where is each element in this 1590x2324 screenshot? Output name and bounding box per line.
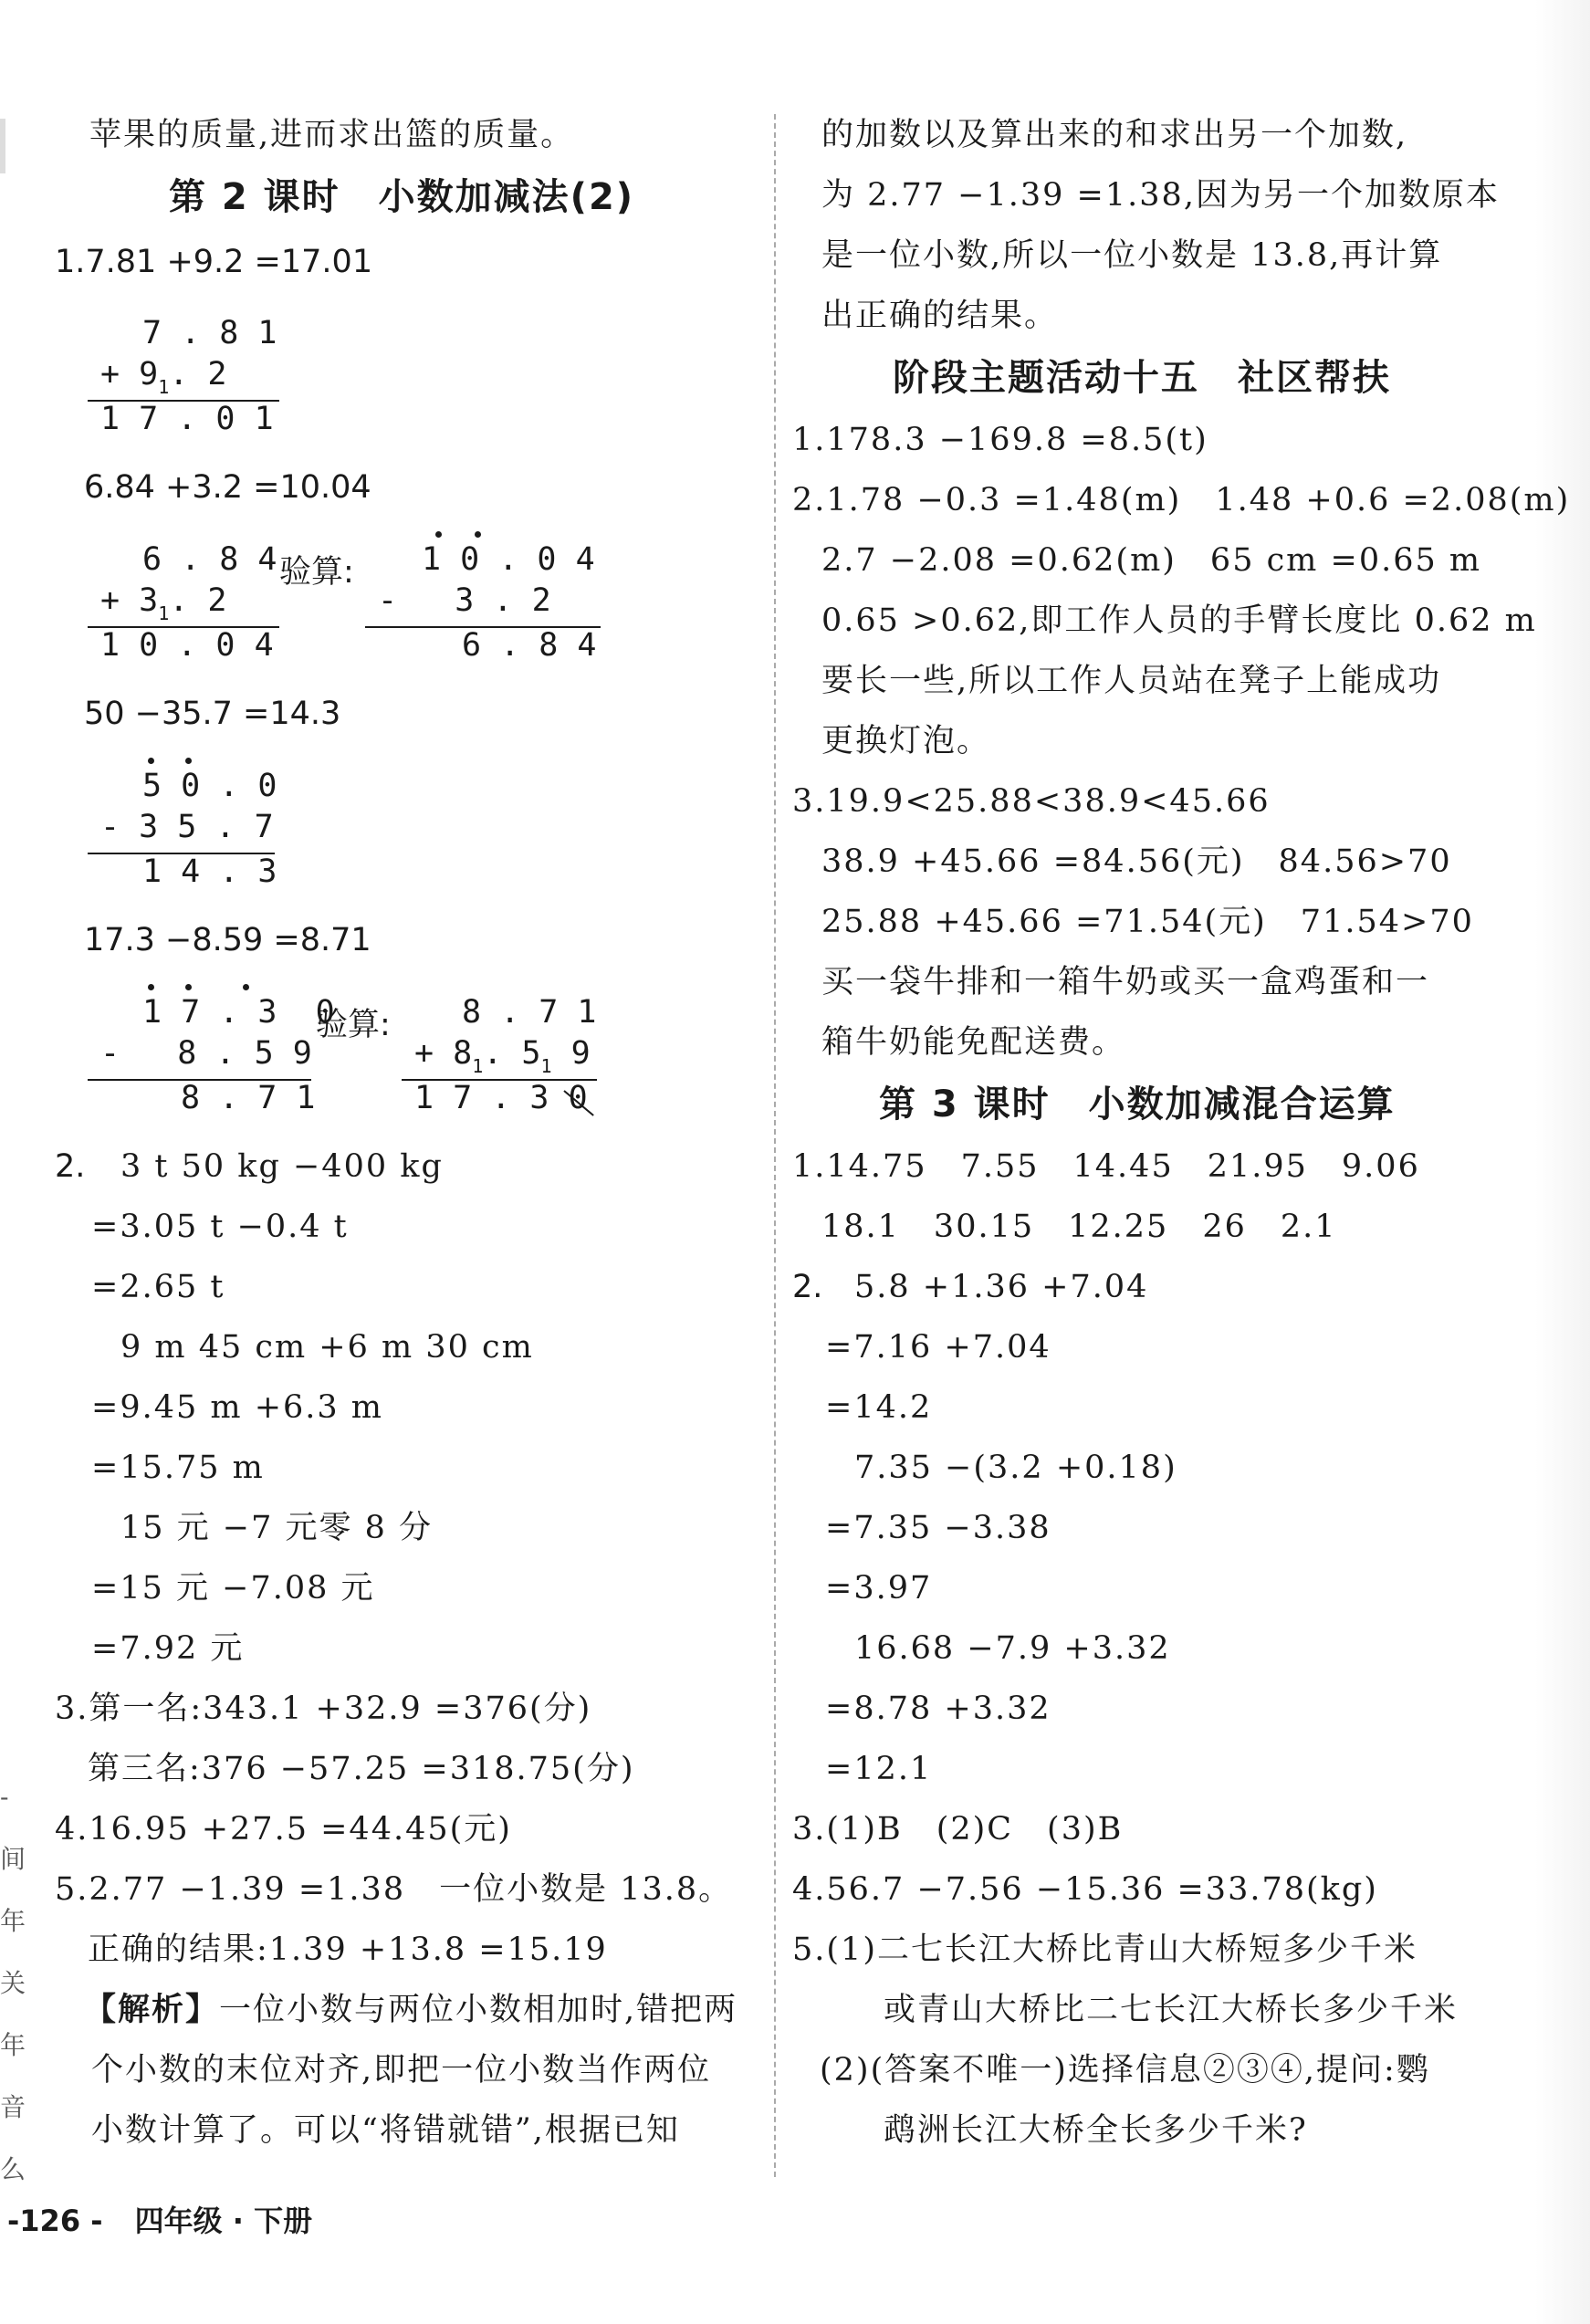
result: 1 4 . 3 [142,853,277,890]
lesson3-q5-line-1: 5.(1)二七长江大桥比青山大桥短多少千米 [792,1931,1417,1968]
lesson3-q2-line: =12.1 [825,1751,933,1787]
lesson3-q5-line-3: (2)(答案不唯一)选择信息②③④,提问:鹦 [820,2052,1430,2088]
q2-line: =9.45 m +6.3 m [91,1389,383,1426]
q4-line: 4.16.95 +27.5 =44.45(元) [55,1811,512,1848]
lesson3-q2-line: =7.16 +7.04 [825,1329,1051,1366]
operand-a: 7 . 8 1 [142,315,277,351]
activity-q3-line-5: 箱牛奶能免配送费。 [821,1024,1126,1061]
operand-a: 1 0 . 0 4 [422,541,595,578]
operand-b: - 3 . 2 [378,582,551,619]
lesson-3-heading: 第 3 课时 小数加减混合运算 [879,1083,1396,1125]
check-label: 验算: [316,1007,391,1043]
q3-line-2: 第三名:376 −57.25 =318.75(分) [88,1751,635,1787]
edge-glyph: 关 [0,1968,26,1998]
lesson3-q2-line: =14.2 [825,1389,933,1426]
lesson3-q2-line: 7.35 −(3.2 +0.18) [854,1450,1177,1486]
vertical-calc-4 [88,991,335,1128]
intro-text: 苹果的质量,进而求出篮的质量。 [89,117,575,153]
page-footer [7,2198,312,2240]
operand-b: - 3 5 . 7 [100,809,274,845]
lesson3-q2-line: =3.97 [825,1570,933,1607]
activity-q2-line-2: 2.7 −2.08 =0.62(m) 65 cm =0.65 m [821,542,1482,579]
result: 1 7 . 0 1 [100,401,274,437]
continuation-line-2: 为 2.77 −1.39 =1.38,因为另一个加数原本 [821,177,1500,214]
lesson3-q1-line-1: 1.14.75 7.55 14.45 21.95 9.06 [792,1148,1420,1185]
page-edge-shadow [1535,0,1590,2324]
result: 8 . 7 1 [181,1080,316,1116]
q2-line: 15 元 −7 元零 8 分 [120,1510,434,1546]
operand-a: 5 0 . 0 [142,768,277,804]
vertical-check-4 [402,991,621,1128]
lesson-2-heading: 第 2 课时 小数加减法(2) [169,176,635,218]
q1-equation-1: 1.7.81 +9.2 =17.01 [55,244,373,280]
q2-line: =3.05 t −0.4 t [91,1209,349,1245]
q2-line: =2.65 t [91,1269,225,1305]
operand-b: - 8 . 5 9 [100,1035,312,1072]
q5-line-1: 5.2.77 −1.39 =1.38 一位小数是 13.8。 [55,1871,733,1908]
borrow-dot [148,758,154,764]
continuation-line-3: 是一位小数,所以一位小数是 13.8,再计算 [821,237,1443,274]
vertical-check-2 [365,539,612,675]
activity-q2-line-5: 更换灯泡。 [821,723,991,759]
q5-line-2: 正确的结果:1.39 +13.8 =15.19 [88,1931,608,1968]
lesson3-q2-line: =7.35 −3.38 [825,1510,1051,1546]
lesson3-q4: 4.56.7 −7.56 −15.36 =33.78(kg) [792,1871,1378,1908]
operand-b: + $8_1$. $5_1$ 9 [414,1035,591,1077]
activity-q1: 1.178.3 −169.8 =8.5(t) [792,422,1208,458]
edge-glyph: - [0,1782,9,1812]
analysis-line-3: 小数计算了。可以“将错就错”,根据已知 [91,2112,680,2149]
borrow-dot [185,758,192,764]
borrow-dot [148,984,154,990]
q2-line: 3 t 50 kg −400 kg [120,1148,444,1185]
continuation-line-4: 出正确的结果。 [821,298,1059,334]
activity-heading: 阶段主题活动十五 社区帮扶 [893,357,1391,399]
edge-glyph: 间 [0,1844,26,1874]
q2-line: =15 元 −7.08 元 [91,1570,375,1607]
lesson3-q3: 3.(1)B (2)C (3)B [792,1811,1124,1848]
binding-edge [0,119,5,173]
q1-equation-2: 6.84 +3.2 =10.04 [84,469,371,506]
lesson3-q2-line: 5.8 +1.36 +7.04 [854,1269,1149,1305]
analysis-line-2: 个小数的末位对齐,即把一位小数当作两位 [91,2052,712,2088]
check-label: 验算: [279,554,354,591]
activity-q2-line-4: 要长一些,所以工作人员站在凳子上能成功 [821,663,1442,699]
q3-line-1: 3.第一名:343.1 +32.9 =376(分) [55,1691,592,1727]
edge-glyph: 音 [0,2092,26,2122]
grade-label: 四年级 · 下册 [134,2204,313,2238]
operand-a: 1 7 . 3 0 [142,994,335,1031]
column-divider [774,114,776,2177]
edge-glyph: 年 [0,1906,26,1936]
result: 1 7 . 3 0 [414,1080,588,1116]
borrow-dot [435,531,442,538]
operand-a: 6 . 8 4 [142,541,277,578]
borrow-dot [243,984,249,990]
left-edge-glyphs [0,1766,26,2201]
q2-line: =15.75 m [91,1450,265,1486]
q2-line: 9 m 45 cm +6 m 30 cm [120,1329,534,1366]
lesson3-q2-line: 16.68 −7.9 +3.32 [854,1630,1171,1667]
edge-glyph: 么 [0,2154,26,2184]
edge-glyph: 年 [0,2030,26,2060]
vertical-calc-2 [88,539,298,675]
lesson3-q2-line: =8.78 +3.32 [825,1691,1051,1727]
lesson3-q1-line-2: 18.1 30.15 12.25 26 2.1 [821,1209,1337,1245]
borrow-dot [185,984,192,990]
analysis-tag: 【解析】 [84,1991,220,2028]
q2-number: 2. [55,1148,86,1185]
activity-q3-line-2: 38.9 +45.66 =84.56(元) 84.56>70 [821,843,1452,880]
q1-equation-3: 50 −35.7 =14.3 [84,696,341,732]
lesson3-q2-number: 2. [792,1269,823,1305]
q2-line: =7.92 元 [91,1630,245,1667]
activity-q3-line-1: 3.19.9<25.88<38.9<45.66 [792,783,1271,820]
activity-q3-line-4: 买一袋牛排和一箱牛奶或买一盒鸡蛋和一 [821,964,1430,1000]
vertical-calc-3 [88,765,298,902]
page-number: -126 - [7,2204,103,2238]
operand-b: + $3_1$. 2 [100,582,227,624]
activity-q2-line-3: 0.65 >0.62,即工作人员的手臂长度比 0.62 m [821,602,1537,639]
analysis-line-1: 【解析】一位小数与两位小数相加时,错把两 [84,1991,738,2028]
activity-q2-line-1: 2.1.78 −0.3 =1.48(m) 1.48 +0.6 =2.08(m) [792,482,1571,518]
operand-b: + $9_1$. 2 [100,356,227,398]
activity-q3-line-3: 25.88 +45.66 =71.54(元) 71.54>70 [821,904,1474,940]
operand-a: 8 . 7 1 [462,994,597,1031]
result: 1 0 . 0 4 [100,627,274,664]
result: 6 . 8 4 [462,627,597,664]
continuation-line-1: 的加数以及算出来的和求出另一个加数, [821,117,1408,153]
vertical-calc-1 [88,312,298,449]
q1-equation-4: 17.3 −8.59 =8.71 [84,922,371,958]
borrow-dot [475,531,481,538]
lesson3-q5-line-4: 鹉洲长江大桥全长多少千米? [884,2112,1308,2149]
lesson3-q5-line-2: 或青山大桥比二七长江大桥长多少千米 [884,1992,1459,2028]
